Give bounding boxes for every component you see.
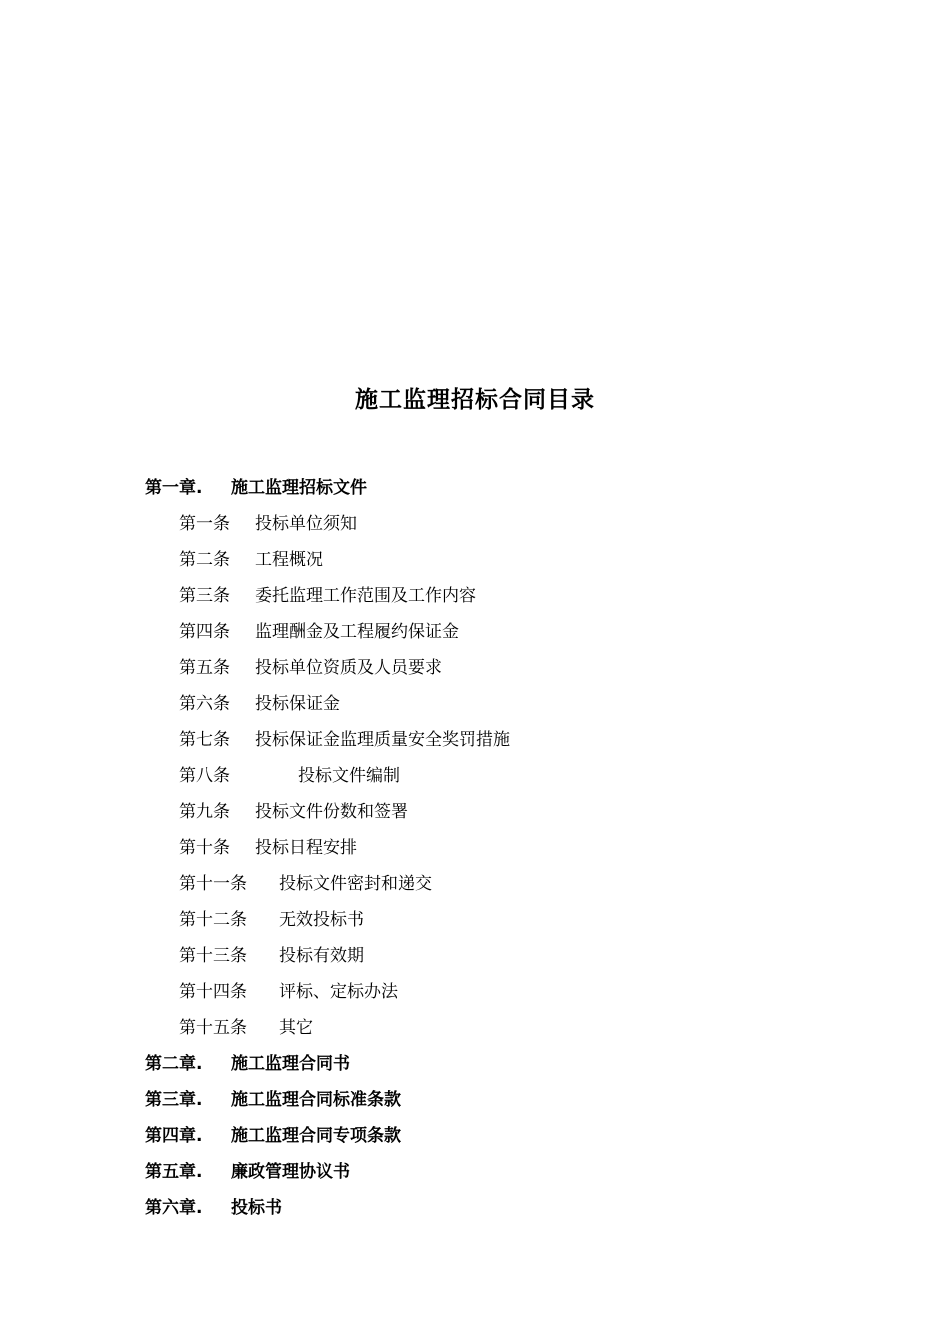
toc-chapter-number: 第三章. [145,1090,203,1110]
toc-chapter-number: 第四章. [145,1126,203,1146]
toc-article-number: 第八条 [179,766,230,786]
toc-article-number: 第六条 [179,694,230,714]
toc-chapter-number: 第二章. [145,1054,203,1074]
toc-article-number: 第九条 [179,802,230,822]
toc-article-title: 监理酬金及工程履约保证金 [255,622,459,642]
toc-article-title: 其它 [279,1018,313,1038]
toc-article-number: 第二条 [179,550,230,570]
toc-article-title: 投标保证金监理质量安全奖罚措施 [255,730,510,750]
toc-article-number: 第七条 [179,730,230,750]
toc-article-title: 投标单位资质及人员要求 [255,658,442,678]
toc-chapter-number: 第六章. [145,1198,203,1218]
toc-article-number: 第十一条 [179,874,247,894]
toc-article-number: 第十五条 [179,1018,247,1038]
toc-article-number: 第十条 [179,838,230,858]
toc-article-title: 投标保证金 [255,694,340,714]
toc-article-title: 投标有效期 [279,946,364,966]
toc-article-number: 第四条 [179,622,230,642]
toc-article-title: 委托监理工作范围及工作内容 [255,586,476,606]
toc-article-number: 第三条 [179,586,230,606]
toc-article-title: 投标单位须知 [255,514,357,534]
toc-article-number: 第十四条 [179,982,247,1002]
toc-article-title: 投标文件密封和递交 [279,874,432,894]
toc-article-title: 无效投标书 [279,910,364,930]
toc-chapter-title: 投标书 [231,1198,282,1218]
toc-article-number: 第一条 [179,514,230,534]
toc-article-title: 工程概况 [255,550,323,570]
toc-chapter-title: 施工监理合同书 [231,1054,350,1074]
toc-article-title: 投标文件份数和签署 [255,802,408,822]
toc-chapter-number: 第一章. [145,478,203,498]
toc-article-title: 评标、定标办法 [279,982,398,1002]
toc-chapter-number: 第五章. [145,1162,203,1182]
toc-chapter-title: 施工监理招标文件 [231,478,367,498]
toc-article-title: 投标文件编制 [298,766,400,786]
document-title: 施工监理招标合同目录 [355,386,595,413]
toc-chapter-title: 施工监理合同标准条款 [231,1090,401,1110]
toc-article-number: 第五条 [179,658,230,678]
toc-article-number: 第十三条 [179,946,247,966]
toc-chapter-title: 施工监理合同专项条款 [231,1126,401,1146]
toc-article-number: 第十二条 [179,910,247,930]
toc-article-title: 投标日程安排 [255,838,357,858]
toc-chapter-title: 廉政管理协议书 [231,1162,350,1182]
